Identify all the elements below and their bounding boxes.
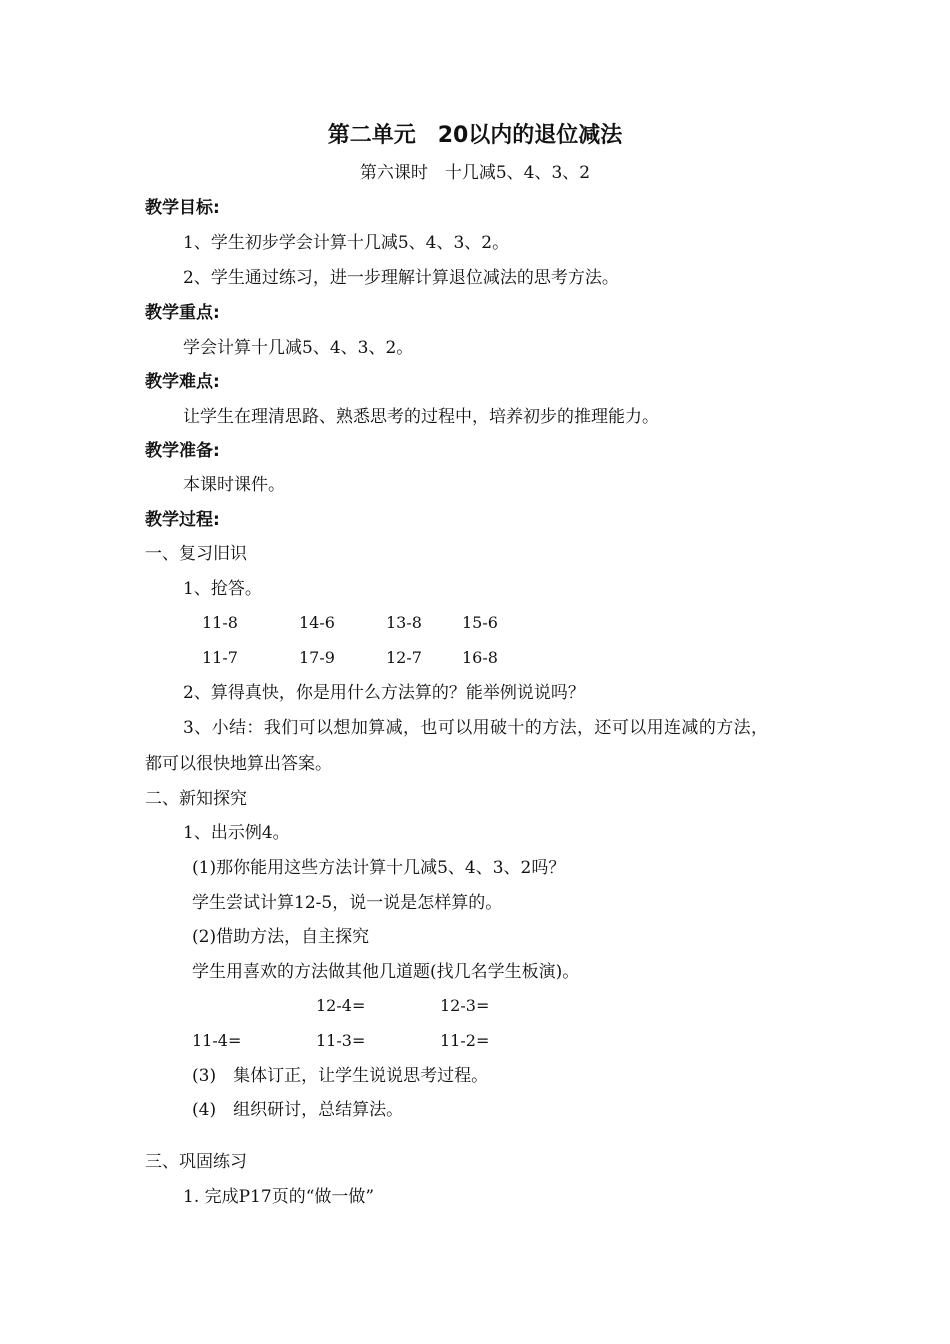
section-review-title: 一、复习旧识 — [145, 544, 247, 564]
equation: 15-6 — [462, 613, 498, 632]
objective-item: 1、学生初步学会计算十几减5、4、3、2。 — [183, 233, 510, 253]
difficulties-heading: 教学难点: — [145, 372, 220, 392]
objective-item: 2、学生通过练习，进一步理解计算退位减法的思考方法。 — [183, 268, 619, 288]
practice-item-1: 1. 完成P17页的“做一做” — [183, 1187, 375, 1207]
section-explore-title: 二、新知探究 — [145, 789, 247, 809]
process-heading: 教学过程: — [145, 510, 220, 530]
explore-sub-2-text: 学生用喜欢的方法做其他几道题(找几名学生板演)。 — [192, 962, 580, 982]
equation: 11-7 — [202, 648, 238, 667]
section-practice-title: 三、巩固练习 — [145, 1152, 247, 1172]
equation: 16-8 — [462, 648, 498, 667]
explore-sub-3: (3) 集体订正，让学生说说思考过程。 — [192, 1066, 489, 1086]
equation: 14-6 — [299, 613, 335, 632]
key-points-heading: 教学重点: — [145, 303, 220, 323]
preparation-heading: 教学准备: — [145, 441, 220, 461]
review-item-3-continued: 都可以很快地算出答案。 — [145, 754, 332, 774]
difficulties-text: 让学生在理清思路、熟悉思考的过程中，培养初步的推理能力。 — [183, 407, 659, 427]
equation: 12-3= — [440, 996, 490, 1015]
preparation-text: 本课时课件。 — [183, 475, 285, 495]
equation: 11-4= — [192, 1031, 242, 1050]
explore-sub-4: (4) 组织研讨，总结算法。 — [192, 1100, 404, 1120]
review-item-2: 2、算得真快，你是用什么方法算的？能举例说说吗？ — [183, 683, 585, 703]
explore-sub-1: (1)那你能用这些方法计算十几减5、4、3、2吗？ — [192, 858, 566, 878]
equation: 11-8 — [202, 613, 238, 632]
equation: 12-4= — [316, 996, 366, 1015]
explore-sub-2: (2)借助方法，自主探究 — [192, 927, 370, 947]
review-item-1: 1、抢答。 — [183, 579, 262, 599]
key-points-text: 学会计算十几减5、4、3、2。 — [183, 338, 414, 358]
equation: 13-8 — [386, 613, 422, 632]
explore-item-1: 1、出示例4。 — [183, 823, 290, 843]
equation: 12-7 — [386, 648, 422, 667]
page-title: 第二单元 20以内的退位减法 — [327, 123, 623, 148]
equation: 17-9 — [299, 648, 335, 667]
equation: 11-3= — [316, 1031, 366, 1050]
objectives-heading: 教学目标: — [145, 198, 220, 218]
explore-sub-1-text: 学生尝试计算12-5，说一说是怎样算的。 — [192, 893, 503, 913]
review-item-3: 3、小结：我们可以想加算减，也可以用破十的方法，还可以用连减的方法， — [183, 718, 769, 738]
page-subtitle: 第六课时 十几减5、4、3、2 — [359, 163, 591, 183]
equation: 11-2= — [440, 1031, 490, 1050]
